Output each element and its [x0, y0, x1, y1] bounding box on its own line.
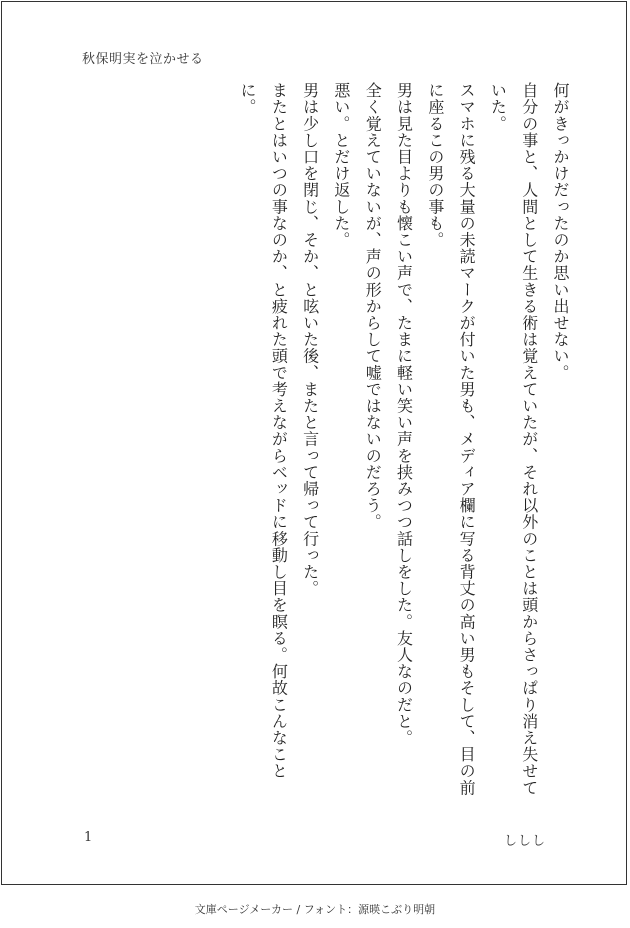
book-page: [1, 1, 627, 885]
author-name: ししし: [503, 834, 546, 849]
paragraph: スマホに残る大量の未読マークが付いた男も、メディア欄に写る背丈の高い男もそして、目の前に座るこの男の事も。: [425, 82, 477, 796]
credit-footer: 文庫ページメーカー / フォント：源暎こぶり明朝: [194, 903, 436, 916]
header-title: 秋保明実を泣かせる: [82, 52, 204, 67]
paragraph: 悪い。とだけ返した。: [331, 82, 351, 248]
body-text: [232, 82, 576, 802]
paragraph: 自分の事と、人間として生きる術は覚えていたが、それ以外のことは頭からさっぱり消え失せていた。: [488, 82, 539, 796]
paragraph: 全く覚えていないが、声の形からして嘘ではないのだろう。: [363, 82, 383, 531]
paragraph: 男は見た目よりも懐こい声で、たまに軽い笑い声を挟みつつ話しをした。友人なのだと。: [394, 82, 414, 746]
paragraph: またとはいつの事なのか、と疲れた頭で考えながらベッドに移動し目を瞑る。何故こんなことに。: [238, 82, 289, 780]
page-number: 1: [84, 830, 93, 845]
paragraph: 男は少し口を閉じ、そか、と呟いた後、またと言って帰って行った。: [300, 82, 320, 597]
paragraph: 何がきっかけだったのか思い出せない。: [551, 82, 570, 381]
